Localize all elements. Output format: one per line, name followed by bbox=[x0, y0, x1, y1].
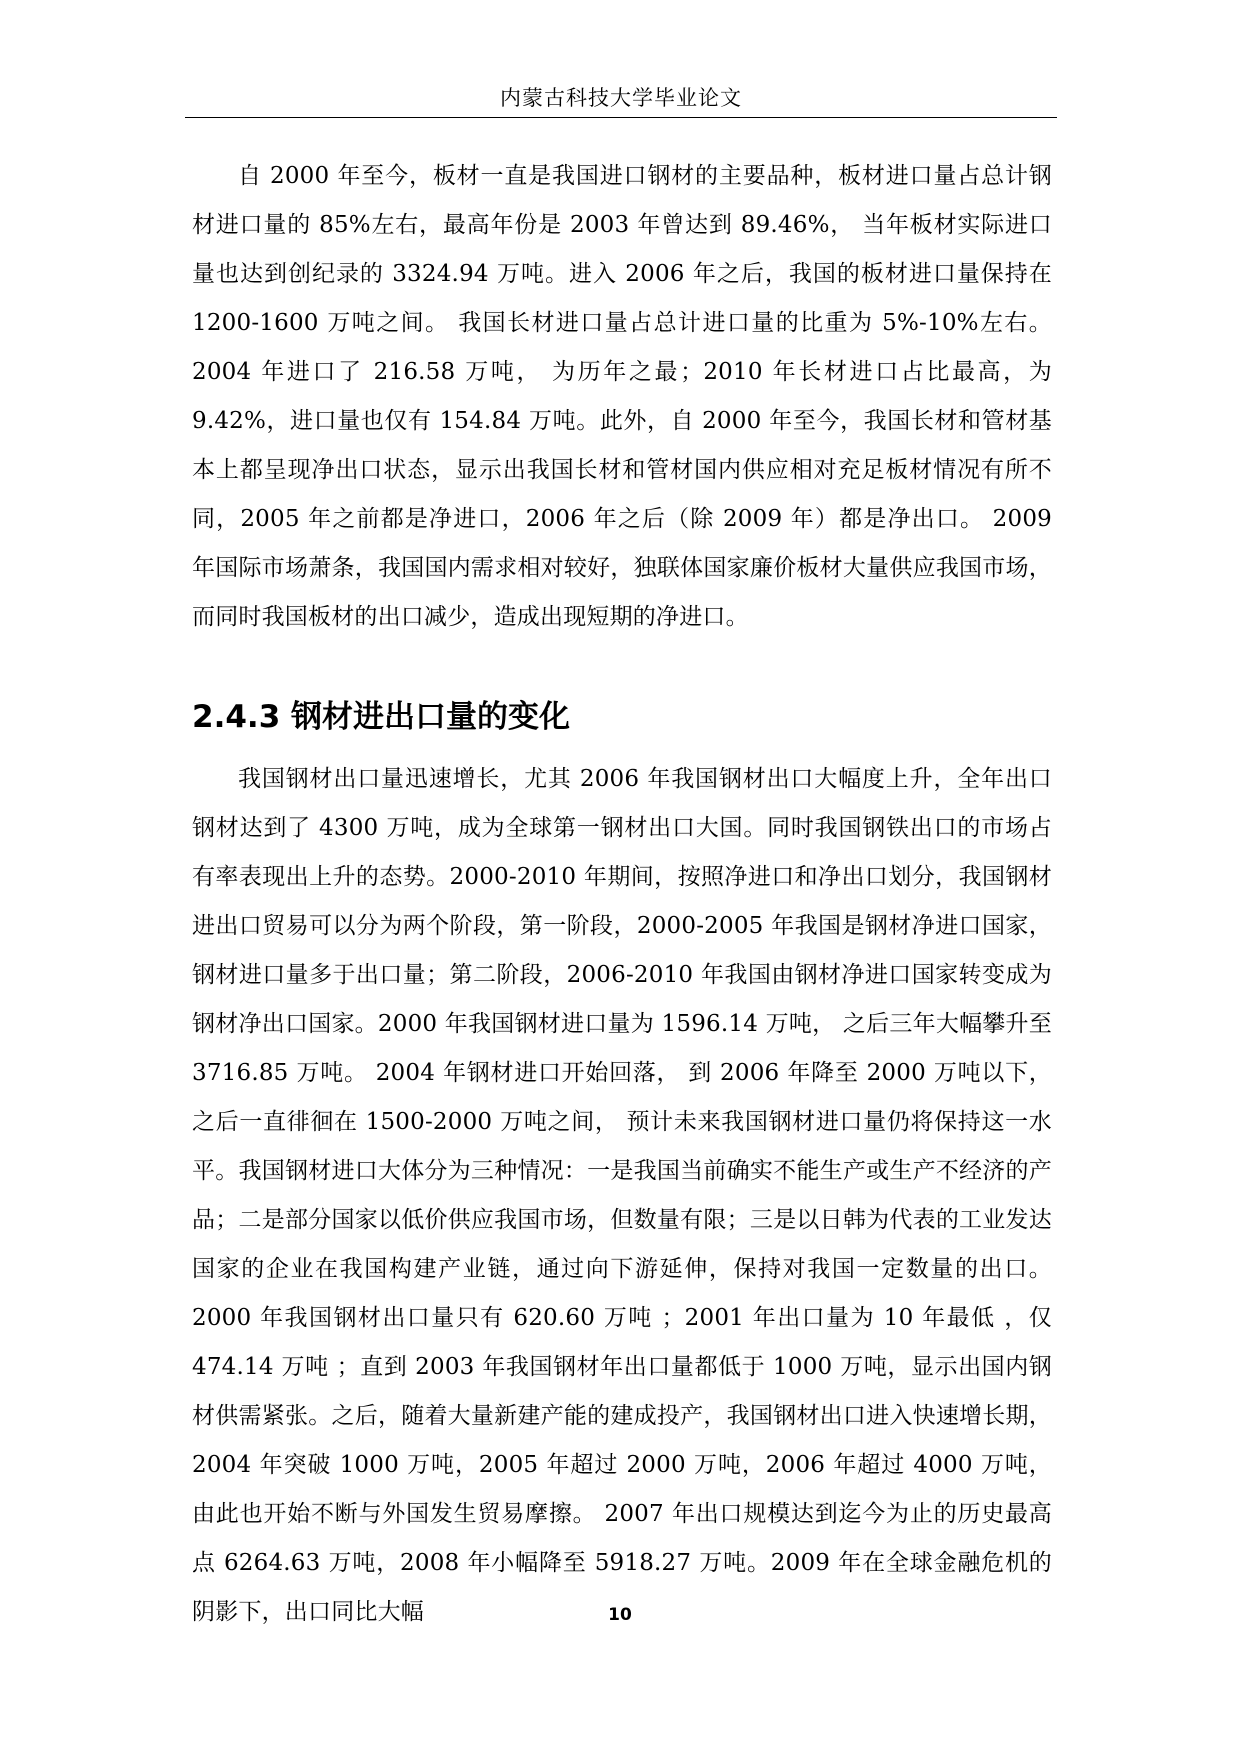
page-header-title: 内蒙古科技大学毕业论文 bbox=[500, 86, 742, 110]
body-paragraph-1: 自 2000 年至今，板材一直是我国进口钢材的主要品种，板材进口量占总计钢材进口量的 85%左右，最高年份是 2003 年曾达到 89.46%， 当年板材实际进口量也达到创纪录的 3324.94 万吨。进入 2006 年之后，我国的板材进口量保持在 1200-1600 万吨之间。 我国长材进口量占总计进口量的比重为 5%-10%左右。 2004 年进口了 216.58 万吨， 为历年之最；2010 年长材进口占比最高，为 9.42%，进口量也仅有 154.84 万吨。此外，自 2000 年至今，我国长材和管材基本上都呈现净出口状态，显示出我国长材和管材国内供应相对充足板材情况有所不同，2005 年之前都是净进口，2006 年之后（除 2009 年）都是净出口。 2009 年国际市场萧条，我国国内需求相对较好，独联体国家廉价板材大量供应我国市场，而同时我国板材的出口减少，造成出现短期的净进口。 bbox=[192, 163, 1052, 630]
page-number: 10 bbox=[608, 1605, 632, 1625]
body-paragraph-2: 我国钢材出口量迅速增长，尤其 2006 年我国钢材出口大幅度上升，全年出口钢材达到了 4300 万吨，成为全球第一钢材出口大国。同时我国钢铁出口的市场占有率表现出上升的态势。2000-2010 年期间，按照净进口和净出口划分，我国钢材进出口贸易可以分为两个阶段，第一阶段，2000-2005 年我国是钢材净进口国家，钢材进口量多于出口量；第二阶段，2006-2010 年我国由钢材净进口国家转变成为钢材净出口国家。2000 年我国钢材进口量为 1596.14 万吨， 之后三年大幅攀升至 3716.85 万吨。 2004 年钢材进口开始回落， 到 2006 年降至 2000 万吨以下， 之后一直徘徊在 1500-2000 万吨之间， 预计未来我国钢材进口量仍将保持这一水平。我国钢材进口大体分为三种情况：一是我国当前确实不能生产或生产不经济的产品；二是部分国家以低价供应我国市场，但数量有限；三是以日韩为代表的工业发达国家的企业在我国构建产业链，通过向下游延伸，保持对我国一定数量的出口。2000 年我国钢材出口量只有 620.60 万吨 ；2001 年出口量为 10 年最低 ，仅 474.14 万吨 ；直到 2003 年我国钢材年出口量都低于 1000 万吨，显示出国内钢材供需紧张。之后，随着大量新建产能的建成投产，我国钢材出口进入快速增长期，2004 年突破 1000 万吨，2005 年超过 2000 万吨，2006 年超过 4000 万吨， 由此也开始不断与外国发生贸易摩擦。 2007 年出口规模达到迄今为止的历史最高点 6264.63 万吨，2008 年小幅降至 5918.27 万吨。2009 年在全球金融危机的阴影下，出口同比大幅 bbox=[192, 766, 1052, 1625]
section-heading: 2.4.3 钢材进出口量的变化 bbox=[192, 699, 571, 735]
header-divider bbox=[185, 117, 1057, 118]
